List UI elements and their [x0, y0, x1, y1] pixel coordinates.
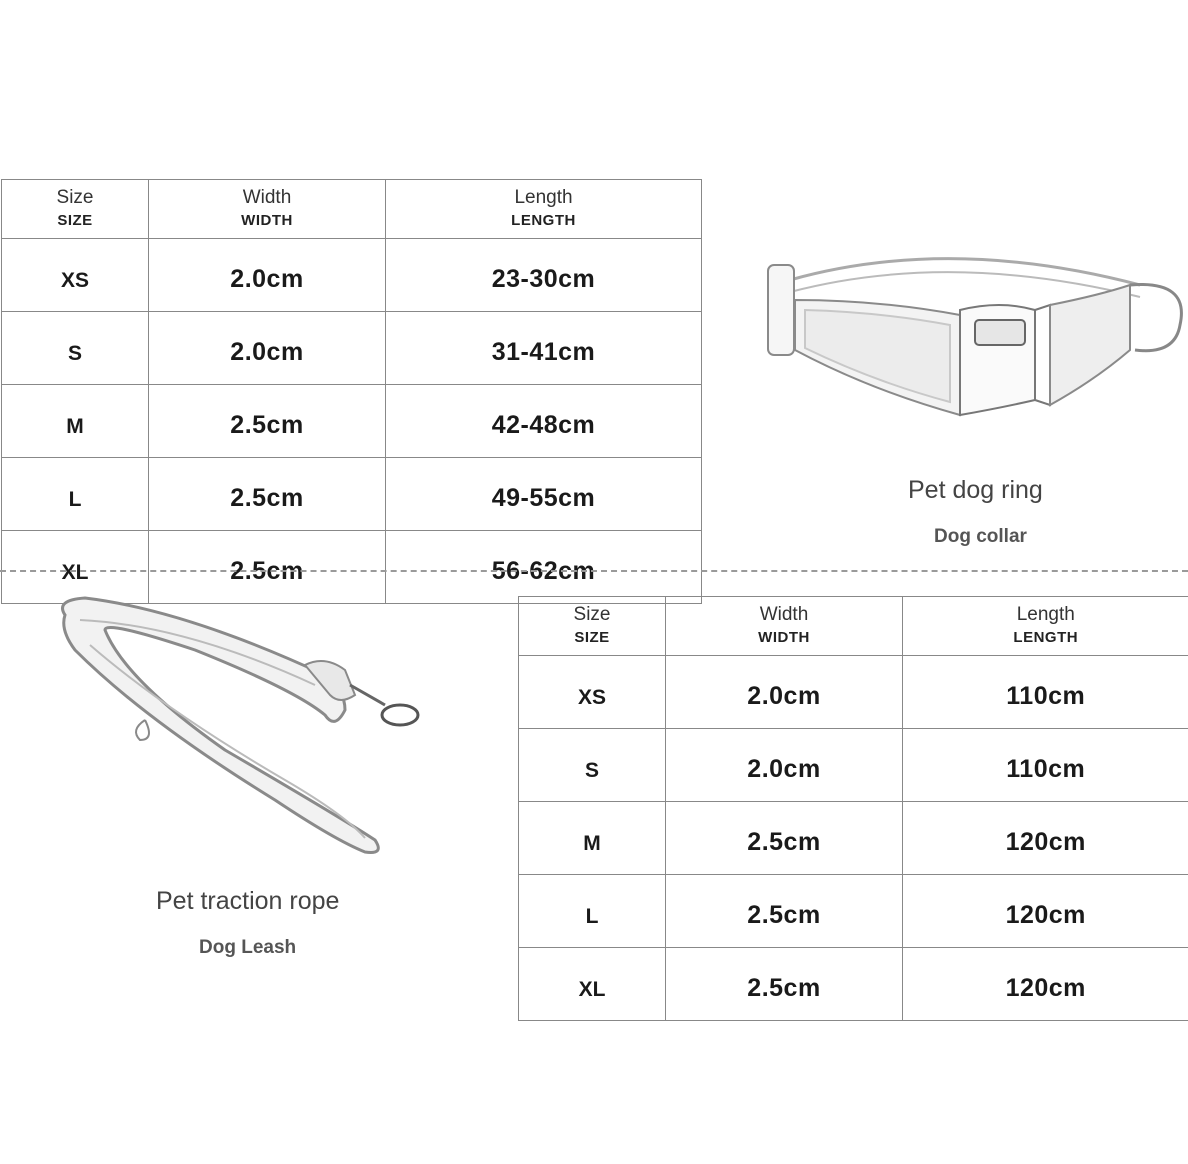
size-cell: S	[519, 729, 666, 802]
table-row	[2, 458, 702, 531]
section-divider	[0, 570, 1188, 572]
width-cell: 2.5cm	[666, 802, 903, 875]
size-header-caps: SIZE	[57, 212, 93, 229]
table-row	[519, 875, 1188, 948]
size-header-label: Size	[56, 187, 94, 208]
leash-caption-title: Pet traction rope	[156, 887, 340, 915]
size-cell: XL	[519, 948, 666, 1021]
table-row	[2, 239, 702, 312]
size-cell: XL	[2, 531, 149, 604]
size-header-label: Size	[573, 604, 611, 625]
table-row	[519, 656, 1188, 729]
width-header-label: Width	[242, 187, 292, 208]
size-header-caps: SIZE	[574, 629, 610, 646]
size-header	[519, 597, 666, 656]
width-cell: 2.5cm	[149, 385, 386, 458]
size-cell: XS	[2, 239, 149, 312]
width-header	[149, 180, 386, 239]
collar-caption-subtitle: Dog collar	[934, 526, 1027, 547]
table-header-row	[2, 180, 702, 239]
width-header-caps: WIDTH	[241, 212, 293, 229]
size-cell: L	[519, 875, 666, 948]
table-row	[519, 802, 1188, 875]
length-cell: 110cm	[903, 656, 1188, 729]
length-cell: 49-55cm	[386, 458, 702, 531]
length-cell: 23-30cm	[386, 239, 702, 312]
width-cell: 2.5cm	[666, 875, 903, 948]
leash-caption-subtitle: Dog Leash	[199, 937, 297, 958]
width-cell: 2.0cm	[149, 312, 386, 385]
width-header-caps: WIDTH	[758, 629, 810, 646]
collar-caption-title: Pet dog ring	[908, 476, 1043, 504]
length-header	[903, 597, 1188, 656]
length-cell: 120cm	[903, 875, 1188, 948]
length-cell: 56-62cm	[386, 531, 702, 604]
length-header-caps: LENGTH	[1013, 629, 1079, 646]
collar-size-table	[1, 179, 702, 604]
size-cell: XS	[519, 656, 666, 729]
width-header-label: Width	[759, 604, 809, 625]
length-cell: 42-48cm	[386, 385, 702, 458]
size-cell: L	[2, 458, 149, 531]
size-header	[2, 180, 149, 239]
length-header-label: Length	[514, 187, 573, 208]
size-cell: S	[2, 312, 149, 385]
table-row	[2, 385, 702, 458]
table-row	[519, 948, 1188, 1021]
dog-collar-illustration-icon	[750, 240, 1188, 440]
leash-size-table	[518, 596, 1188, 1021]
table-header-row	[519, 597, 1188, 656]
width-cell: 2.0cm	[666, 729, 903, 802]
length-header-caps: LENGTH	[511, 212, 576, 229]
length-cell: 110cm	[903, 729, 1188, 802]
dog-leash-illustration-icon	[45, 590, 435, 880]
width-cell: 2.0cm	[666, 656, 903, 729]
length-header-label: Length	[1016, 604, 1075, 625]
width-cell: 2.5cm	[666, 948, 903, 1021]
table-row	[519, 729, 1188, 802]
width-cell: 2.5cm	[149, 458, 386, 531]
width-header	[666, 597, 903, 656]
width-cell: 2.5cm	[149, 531, 386, 604]
length-cell: 31-41cm	[386, 312, 702, 385]
size-cell: M	[2, 385, 149, 458]
length-cell: 120cm	[903, 948, 1188, 1021]
size-cell: M	[519, 802, 666, 875]
length-header	[386, 180, 702, 239]
table-row	[2, 312, 702, 385]
width-cell: 2.0cm	[149, 239, 386, 312]
length-cell: 120cm	[903, 802, 1188, 875]
